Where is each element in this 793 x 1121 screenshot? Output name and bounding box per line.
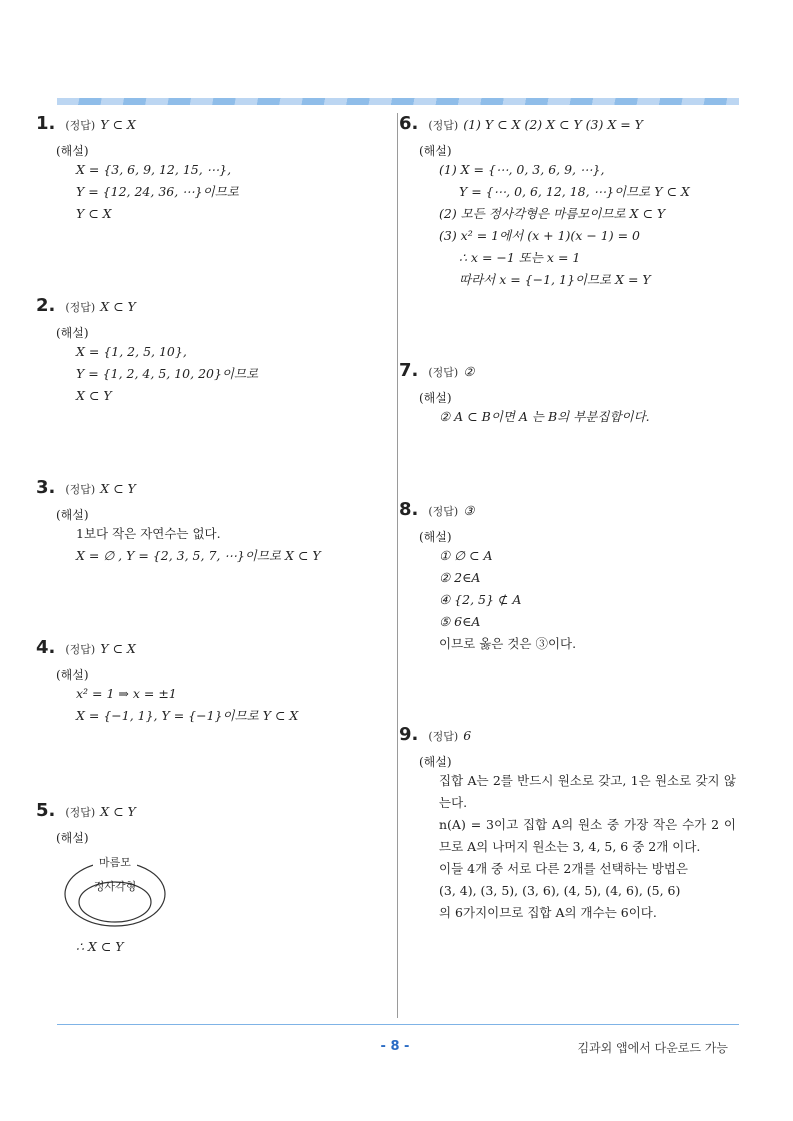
explanation-line: Y = {⋯, 0, 6, 12, 18, ⋯}이므로 Y ⊂ X bbox=[459, 184, 690, 199]
problem-number: 6. bbox=[399, 113, 419, 134]
explanation-line: X = {3, 6, 9, 12, 15, ⋯}, bbox=[76, 162, 232, 177]
answer: Y ⊂ X bbox=[100, 641, 136, 656]
explanation-label: (해설) bbox=[419, 144, 452, 158]
explanation-line: X = ∅ , Y = {2, 3, 5, 7, ⋯}이므로 X ⊂ Y bbox=[76, 548, 321, 563]
explanation-paragraph: 의 6가지이므로 집합 A의 개수는 6이다. bbox=[439, 905, 657, 920]
explanation-line: x² = 1 ⇒ x = ±1 bbox=[76, 686, 177, 701]
answer-tag: (정답) bbox=[65, 119, 96, 132]
explanation-line: X ⊂ Y bbox=[76, 388, 112, 403]
header-stripe bbox=[57, 98, 739, 105]
answer: X ⊂ Y bbox=[100, 481, 136, 496]
explanation-line: Y = {12, 24, 36, ⋯}이므로 bbox=[76, 184, 239, 199]
explanation-line: X = {−1, 1}, Y = {−1}이므로 Y ⊂ X bbox=[76, 708, 299, 723]
problem-6 bbox=[399, 113, 690, 291]
explanation-paragraph: 이들 4개 중 서로 다른 2개를 선택하는 방법은 bbox=[439, 861, 688, 876]
problem-3 bbox=[36, 477, 321, 567]
problem-4 bbox=[36, 637, 298, 727]
explanation-line: (1) X = {⋯, 0, 3, 6, 9, ⋯}, bbox=[439, 162, 605, 177]
explanation-line: ① ∅ ⊂ A bbox=[439, 548, 493, 563]
answer-tag: (정답) bbox=[65, 483, 96, 496]
explanation-label: (해설) bbox=[419, 530, 452, 544]
explanation-paragraph: (3, 4), (3, 5), (3, 6), (4, 5), (4, 6), (5, 6) bbox=[439, 883, 681, 898]
answer-tag: (정답) bbox=[65, 301, 96, 314]
answer: X ⊂ Y bbox=[100, 804, 136, 819]
answer-tag: (정답) bbox=[428, 366, 459, 379]
explanation-label: (해설) bbox=[419, 391, 452, 405]
venn-inner-label: 정사각형 bbox=[93, 880, 137, 893]
venn-outer-label: 마름모 bbox=[99, 856, 131, 869]
explanation-line: ∴ x = −1 또는 x = 1 bbox=[459, 250, 581, 265]
problem-number: 9. bbox=[399, 724, 419, 745]
venn-outer-set bbox=[65, 862, 165, 926]
explanation-line: Y ⊂ X bbox=[76, 206, 112, 221]
explanation-label: (해설) bbox=[56, 831, 89, 845]
venn-diagram bbox=[51, 852, 181, 936]
explanation-label: (해설) bbox=[56, 668, 89, 682]
answer: X ⊂ Y bbox=[100, 299, 136, 314]
problem-number: 3. bbox=[36, 477, 56, 498]
explanation-label: (해설) bbox=[419, 755, 452, 769]
column-divider bbox=[397, 113, 398, 1018]
explanation-label: (해설) bbox=[56, 326, 89, 340]
explanation-label: (해설) bbox=[56, 508, 89, 522]
problem-8 bbox=[399, 499, 576, 655]
explanation-line: ⑤ 6∈A bbox=[439, 614, 481, 629]
problem-7 bbox=[399, 360, 650, 428]
explanation-line: (3) x² = 1에서 (x + 1)(x − 1) = 0 bbox=[439, 228, 640, 243]
answer: Y ⊂ X bbox=[100, 117, 136, 132]
explanation-line: (2) 모든 정사각형은 마름모이므로 X ⊂ Y bbox=[439, 206, 666, 221]
explanation-line: ∴ X ⊂ Y bbox=[76, 939, 124, 954]
answer: (1) Y ⊂ X (2) X ⊂ Y (3) X = Y bbox=[463, 117, 643, 132]
answer-tag: (정답) bbox=[65, 806, 96, 819]
answer-tag: (정답) bbox=[428, 730, 459, 743]
explanation-paragraph: n(A) = 3이고 집합 A의 원소 중 가장 작은 수가 2 이므로 A의 나머지 원소는 3, 4, 5, 6 중 2개 이다. bbox=[439, 817, 736, 854]
explanation-line: 이므로 옳은 것은 ③이다. bbox=[439, 636, 577, 651]
answer-tag: (정답) bbox=[428, 505, 459, 518]
explanation-line: X = {1, 2, 5, 10}, bbox=[76, 344, 187, 359]
problem-number: 2. bbox=[36, 295, 56, 316]
footer-rule bbox=[57, 1024, 739, 1025]
problem-number: 8. bbox=[399, 499, 419, 520]
problem-2 bbox=[36, 295, 258, 407]
explanation-line: 따라서 x = {−1, 1}이므로 X = Y bbox=[459, 272, 651, 287]
problem-5 bbox=[36, 800, 181, 958]
footer-note: 김과외 앱에서 다운로드 가능 bbox=[577, 1041, 728, 1055]
answer-tag: (정답) bbox=[428, 119, 459, 132]
explanation-line: ④ {2, 5} ⊄ A bbox=[439, 592, 522, 607]
explanation-paragraph: 집합 A는 2를 반드시 원소로 갖고, 1은 원소로 갖지 않는다. bbox=[439, 773, 736, 810]
problem-number: 7. bbox=[399, 360, 419, 381]
explanation-line: ② A ⊂ B이면 A 는 B의 부분집합이다. bbox=[439, 409, 650, 424]
answer: ② bbox=[463, 364, 475, 379]
problem-number: 5. bbox=[36, 800, 56, 821]
answer: 6 bbox=[463, 728, 472, 743]
problem-9 bbox=[399, 724, 736, 924]
answer: ③ bbox=[463, 503, 475, 518]
problem-number: 1. bbox=[36, 113, 56, 134]
explanation-label: (해설) bbox=[56, 144, 89, 158]
explanation-line: 1보다 작은 자연수는 없다. bbox=[76, 526, 221, 541]
explanation-line: Y = {1, 2, 4, 5, 10, 20}이므로 bbox=[76, 366, 259, 381]
explanation-line: ② 2∈A bbox=[439, 570, 481, 585]
answer-tag: (정답) bbox=[65, 643, 96, 656]
problem-number: 4. bbox=[36, 637, 56, 658]
page-number: - 8 - bbox=[380, 1039, 410, 1054]
problem-1 bbox=[36, 113, 239, 225]
